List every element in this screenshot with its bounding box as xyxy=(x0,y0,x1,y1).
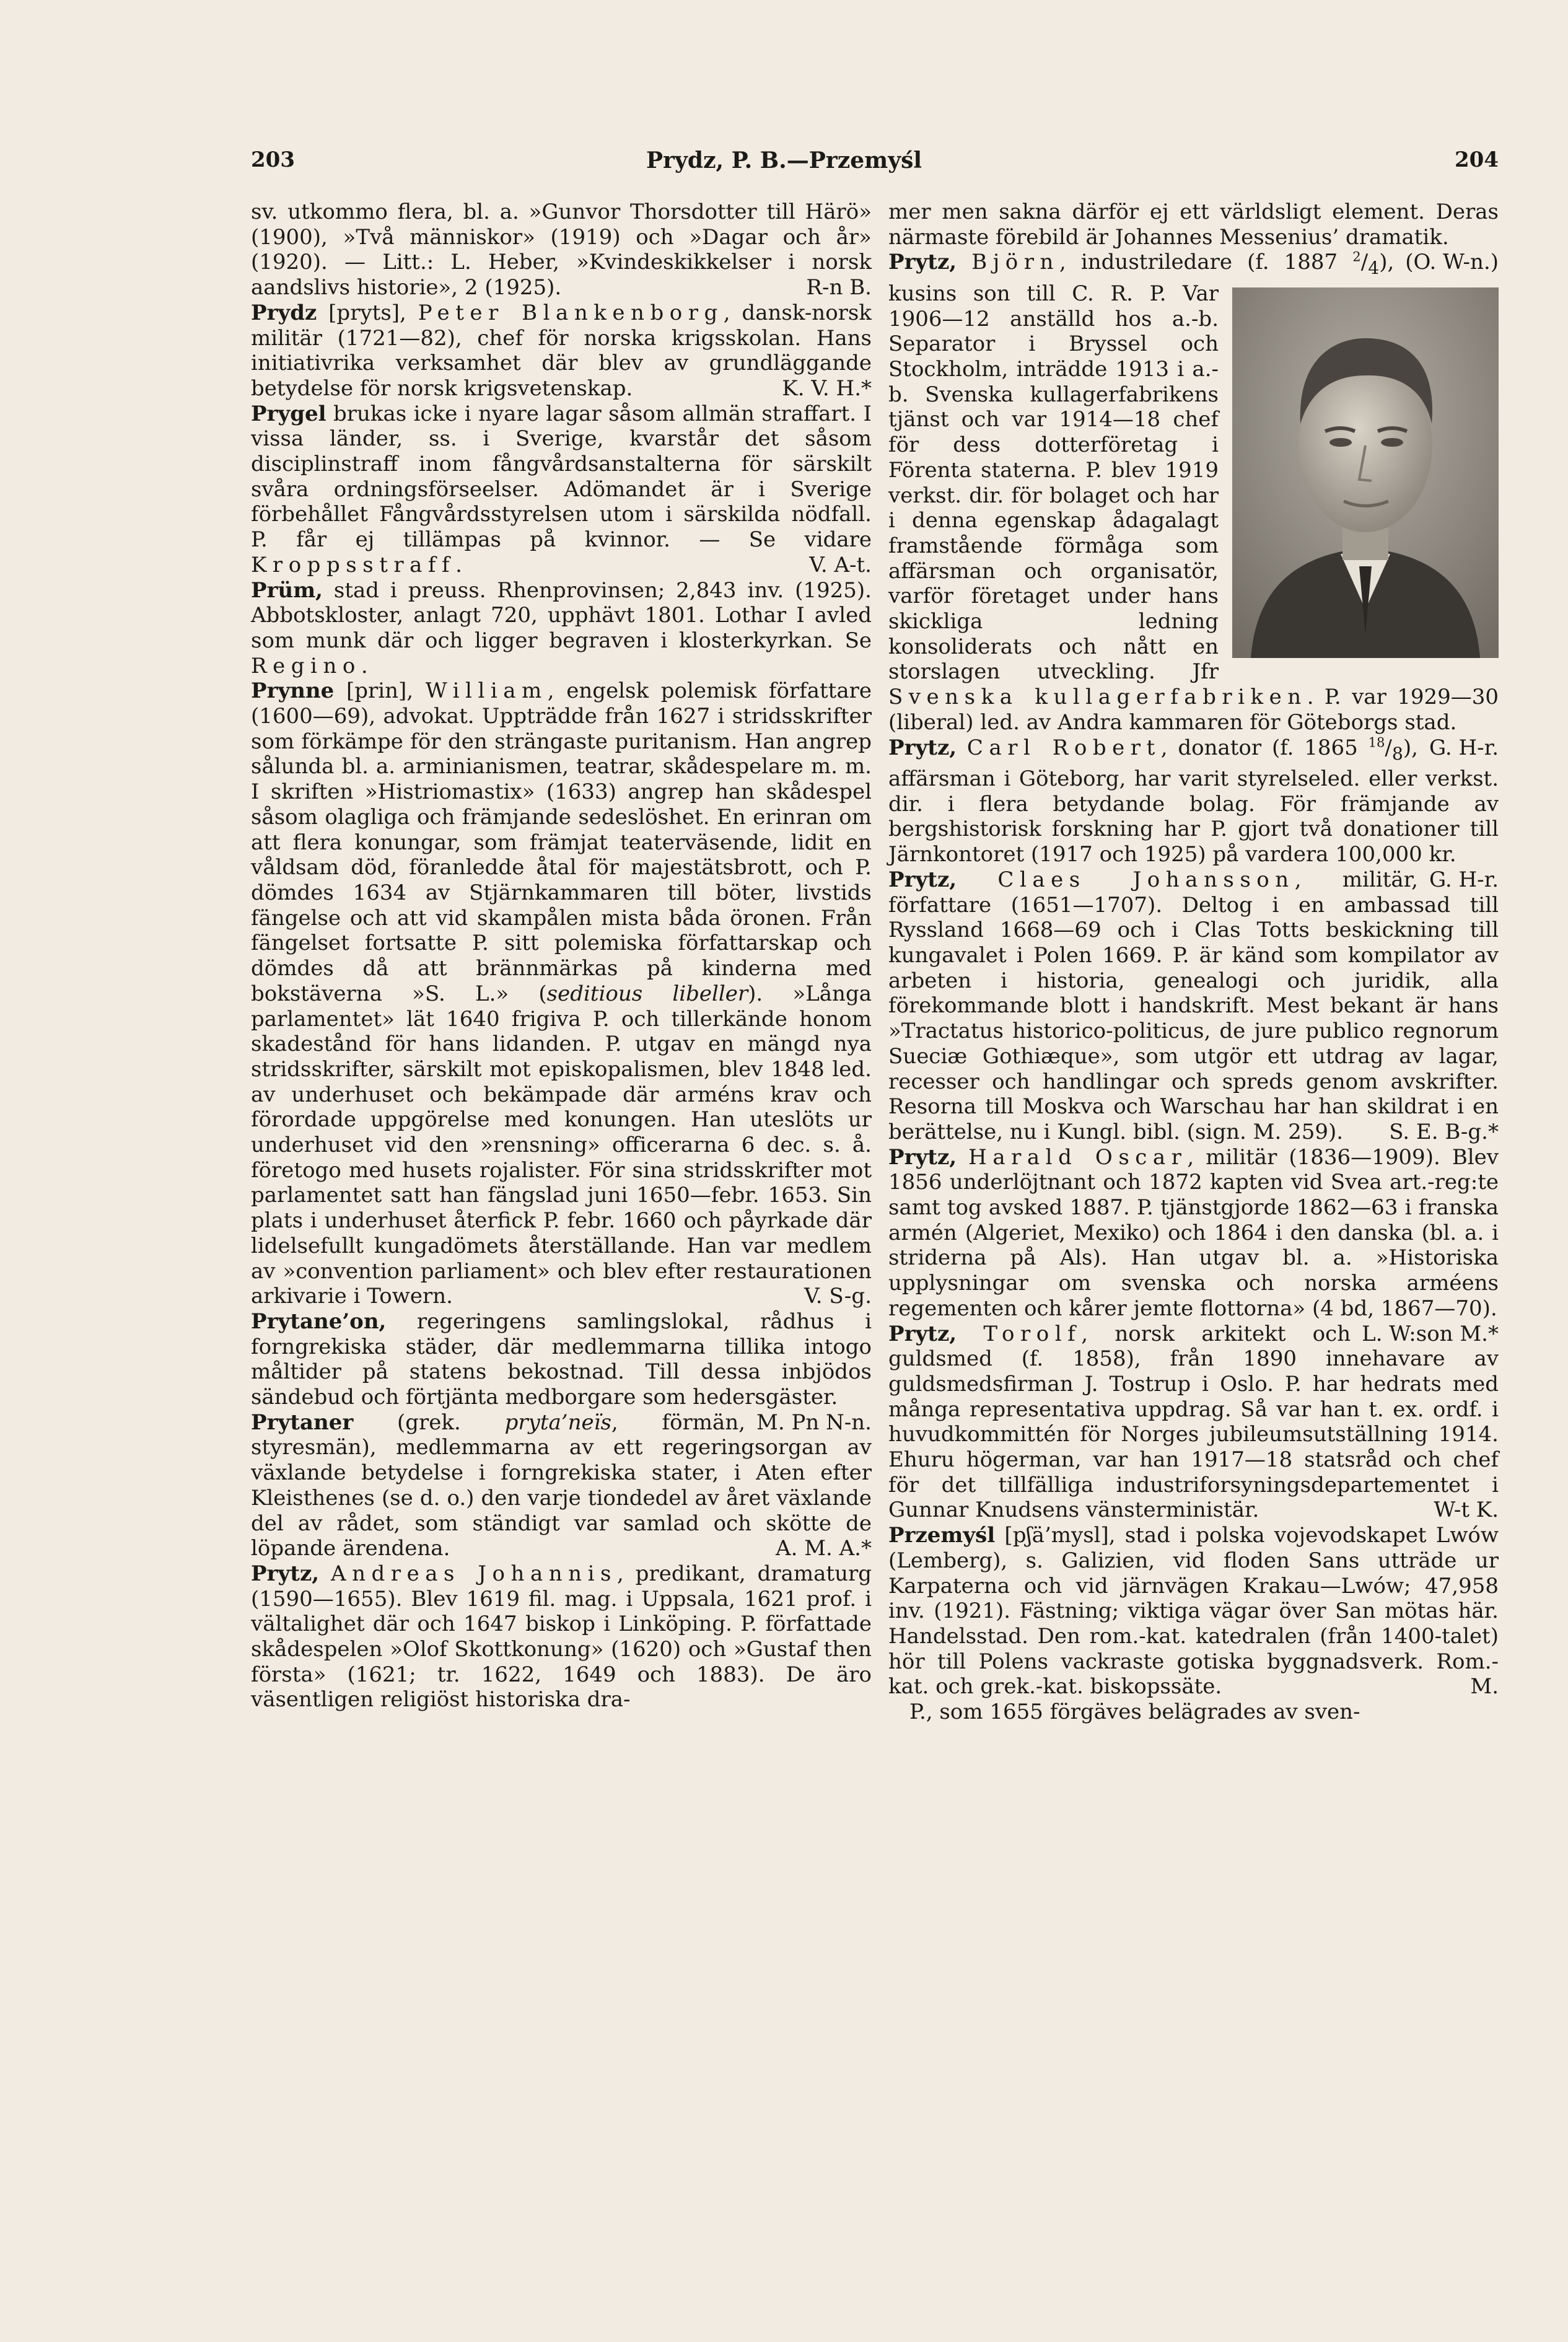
portrait-photo xyxy=(1232,287,1499,658)
entry-headword: Przemyśl xyxy=(888,1523,996,1548)
entry-signature: W-t K. xyxy=(1434,1498,1499,1523)
entry-prytz-carl: Prytz, Carl Robert, donator (f. 1865 $^{18}/_8$), affärsman i Göteborg, har varit styrelseled. eller verkst. dir. i flera betydande bolag. För främjande av bergshistorisk forskning har P. gjort två donationer till Järnkontoret (1917 och 1925) på vardera 100,000 kr. G. H-r. xyxy=(888,734,1499,892)
entry-signature: V. S-g. xyxy=(804,1284,872,1309)
entry-headword: Prygel xyxy=(251,401,326,426)
entry-continuation: mer men sakna därför ej ett världsligt element. Deras närmaste förebild är Johannes Messenius’ dramatik. (O. W-n.) xyxy=(888,200,1499,275)
entry-signature: R-n B. xyxy=(806,275,872,300)
entry-prydz: Prydz [pryts], Peter Blankenborg, dansk-norsk militär (1721—82), chef för norska krigsskolan. Hans initiativrika verksamhet där blev av grundläggande betydelse för norsk krigsvetenskap. K. V. H.* xyxy=(251,300,872,401)
person-name: Claes Johansson xyxy=(997,867,1295,892)
right-column xyxy=(888,200,1499,1725)
person-name: William xyxy=(425,678,548,704)
entry-prynne: Prynne [prin], William, engelsk polemisk författare (1600—69), advokat. Uppträdde från 1627 i stridsskrifter som förkämpe för den strängaste puritanism. Han angrep sålunda bl. a. arminianismen, teatrar, skådespelare m. m. I skriften »Histriomastix» (1633) angrep han skådespel såsom olagliga och främjande sedeslöshet. En erinran om att flera konungar, som främjat teaterväsende, lidit en våldsam död, föranledde åtal för majestätsbrott, och P. dömdes 1634 av Stjärnkammaren till böter, livstids fängelse och att vid skampålen mista båda öronen. Från fängelset fortsatte P. sitt polemiska författarskap och dömdes då att brännmärkas på kinderna med bokstäverna »S. L.» (seditious libeller). »Långa parlamentet» lät 1640 frigiva P. och tillerkände honom skadestånd för hans lidanden. P. utgav en mängd nya stridsskrifter, särskilt mot episkopalismen, blev 1848 led. av underhuset och bekämpade där arméns krav och förordade uppgörelse med konungen. Han uteslöts ur underhuset vid den »rensning» officerarna 6 dec. s. å. företogo med husets rojalister. För sina stridsskrifter mot parlamentet satt han fängslad juni 1650—febr. 1653. Sin plats i underhuset återfick P. febr. 1660 och påyrkade där lidelsefullt kungadömets återställande. Han var medlem av »convention parliament» och blev efter restaurationen arkivarie i Towern. V. S-g. xyxy=(251,678,872,1309)
entry-continues: P., som 1655 förgäves belägrades av sven- xyxy=(909,1699,1360,1725)
entry-continuation: sv. utkommo flera, bl. a. »Gunvor Thorsdotter till Härö» (1900), »Två människor» (1919) och »Dagar och år» (1920). — Litt.: L. Heber, »Kvindeskikkelser i norsk aandslivs historie», 2 (1925). R-n B. xyxy=(251,200,872,300)
person-name: Björn xyxy=(971,250,1059,275)
page-number-left: 203 xyxy=(251,147,295,172)
entry-headword: Prynne xyxy=(251,678,335,704)
running-title: Prydz, P. B.—Przemyśl xyxy=(646,147,922,173)
entry-signature: G. H-r. xyxy=(1429,735,1499,760)
entry-headword: Prytz, xyxy=(888,735,957,760)
person-name: Torolf xyxy=(983,1321,1082,1346)
entry-prytaneon: Prytane’on, regeringens samlingslokal, rådhus i forngrekiska städer, där medlemmarna tillika intogo måltider på statens bekostnad. Till dessa inbjödos sändebud och förtjänta medborgare som hedersgäster. M. Pn N-n. xyxy=(251,1309,872,1435)
person-name: Andreas Johannis xyxy=(331,1561,617,1586)
entry-headword: Prytz, xyxy=(251,1561,320,1586)
entry-signature: G. H-r. xyxy=(1429,867,1499,892)
entry-signature: M. xyxy=(1470,1674,1499,1699)
cross-reference: Kroppsstraff xyxy=(251,552,456,577)
entry-headword: Prytz, xyxy=(888,867,957,892)
left-column xyxy=(251,200,872,1713)
entry-prytz-harald: Prytz, Harald Oscar, militär (1836—1909). Blev 1856 underlöjtnant och 1872 kapten vid Svea art.-reg:te samt tog avsked 1887. P. tjänstgjorde 1862—63 i franska armén (Algeriet, Mexiko) och 1864 i den danska (bl. a. i striderna på Als). Han utgav bl. a. »Historiska upplysningar om svenska och norska arméens regementen och kårer jemte flottorna» (4 bd, 1867—70). L. W:son M.* xyxy=(888,1144,1499,1346)
entry-headword: Prytz, xyxy=(888,1144,957,1170)
entry-headword: Prüm, xyxy=(251,577,323,603)
italic-term: seditious libeller xyxy=(546,981,748,1006)
person-name: Harald Oscar xyxy=(968,1144,1188,1170)
entry-headword: Prytz, xyxy=(888,1321,957,1346)
entry-prum: Prüm, stad i preuss. Rhenprovinsen; 2,843 inv. (1925). Abbotskloster, anlagt 720, upphävt 1801. Lothar I avled som munk där och ligger begraven i klosterkyrkan. Se Regino. xyxy=(251,577,872,678)
entry-przemysl: Przemyśl [pʃä’mysl], stad i polska vojevodskapet Lwów (Lemberg), s. Galizien, vid floden Sans utträde ur Karpaterna och vid järnvägen Krakau—Lwów; 47,958 inv. (1921). Fästning; viktiga vägar över San mötas här. Handelsstad. Den rom.-kat. katedralen (från 1400-talet) hör till Polens vackraste gotiska byggnadsverk. Rom.-kat. och grek.-kat. biskopssäte. M. xyxy=(888,1523,1499,1699)
italic-term: pryta’neïs xyxy=(504,1410,611,1435)
entry-headword: Prytaner xyxy=(251,1410,354,1435)
page-header xyxy=(0,147,1568,185)
cross-reference: Svenska kullagerfabriken xyxy=(888,685,1307,710)
entry-prytz-claes: Prytz, Claes Johansson, militär, författare (1651—1707). Deltog i en ambassad till Ryssland 1668—69 och i Clas Totts beskickning till kungavalet i Polen 1669. P. är känd som kompilator av arbeten i historia, genealogi och juridik, alla förekommande blott i handskrift. Mest bekant är hans »Tractatus historico-politicus, de jure publico regnorum Sueciæ Gothiæque», som utgör ett utdrag av lagar, recesser och handlingar och spreds genom avskrifter. Resorna till Moskva och Warschau har han skildrat i en berättelse, nu i Kungl. bibl. (sign. M. 259). S. E. B-g.* xyxy=(888,867,1499,1144)
page-number-right: 204 xyxy=(1455,147,1499,172)
cross-reference: Regino xyxy=(251,653,361,678)
entry-prytz-andreas: Prytz, Andreas Johannis, predikant, dramaturg (1590—1655). Blev 1619 fil. mag. i Uppsala, 1621 prof. i vältalighet där och 1647 biskop i Linköping. P. författade skådespelen »Olof Skottkonung» (1620) och »Gustaf then första» (1621; tr. 1622, 1649 och 1883). De äro väsentligen religiöst historiska dra- xyxy=(251,1561,872,1713)
entry-signature: V. A-t. xyxy=(809,552,872,577)
person-name: Peter Blankenborg xyxy=(418,300,724,325)
portrait-image xyxy=(1232,287,1499,658)
entry-prytz-bjorn: Prytz, Björn, industriledare (f. 1887 $^2/_4$ ), kusins son till C. R. P. Var 1906—12 anställd hos a.-b. Separator i Bryssel och Stockholm, inträdde 1913 i a.-b. Svenska kullagerfabrikens tjänst och var 1914—18 chef för dess dotterföretag i Förenta staterna. P. blev 1919 verkst. dir. för bolaget och har i denna egenskap ådagalagt framstående förmåga som affärsman och organisatör, varför företaget under hans skickliga ledning konsoliderats och nått en storslagen utveckling. Jfr Svenska kullagerfabriken. P. var 1929—30 (liberal) led. av Andra kammaren för Göteborgs stad. G. H-r. xyxy=(888,249,1499,760)
entry-headword: Prytz, xyxy=(888,250,957,275)
entry-signature: (O. W-n.) xyxy=(1405,250,1499,275)
entry-signature: S. E. B-g.* xyxy=(1389,1119,1499,1144)
entry-headword: Prydz xyxy=(251,300,317,325)
entry-signature: M. Pn N-n. xyxy=(756,1410,872,1435)
entry-prytz-torolf: Prytz, Torolf, norsk arkitekt och guldsmed (f. 1858), från 1890 innehavare av guldsmedsfirman J. Tostrup i Oslo. P. har hedrats med många representativa uppdrag. Så var han t. ex. ordf. i huvudkommittén för Norges jubileumsutställning 1914. Ehuru högerman, var han 1917—18 statsråd och chef för det tillfälliga industriforsyningsdepartementet i Gunnar Knudsens vänsterministär. W-t K. xyxy=(888,1321,1499,1523)
entry-prytaner: Prytaner (grek. pryta’neïs, förmän, styresmän), medlemmarna av ett regeringsorgan av växlande betydelse i forngrekiska stater, i Aten efter Kleisthenes (se d. o.) den varje tiondedel av året växlande del av rådet, som ständigt var samlad och skötte de löpande ärendena. A. M. A.* xyxy=(251,1410,872,1561)
person-name: Carl Robert xyxy=(966,735,1161,760)
entry-signature: K. V. H.* xyxy=(782,375,872,401)
entry-signature: A. M. A.* xyxy=(776,1536,872,1561)
entry-headword: Prytane’on, xyxy=(251,1309,387,1334)
entry-signature: L. W:son M.* xyxy=(1362,1321,1499,1346)
entry-prygel: Prygel brukas icke i nyare lagar såsom allmän straffart. I vissa länder, ss. i Sverige, kvarstår det såsom disciplinstraff inom fångvårdsanstalterna för särskilt svåra ordningsförseelser. Adömandet är i Sverige förbehållet Fångvårdsstyrelsen utom i särskilda nödfall. P. får ej tillämpas på kvinnor. — Se vidare Kroppsstraff. V. A-t. xyxy=(251,401,872,577)
